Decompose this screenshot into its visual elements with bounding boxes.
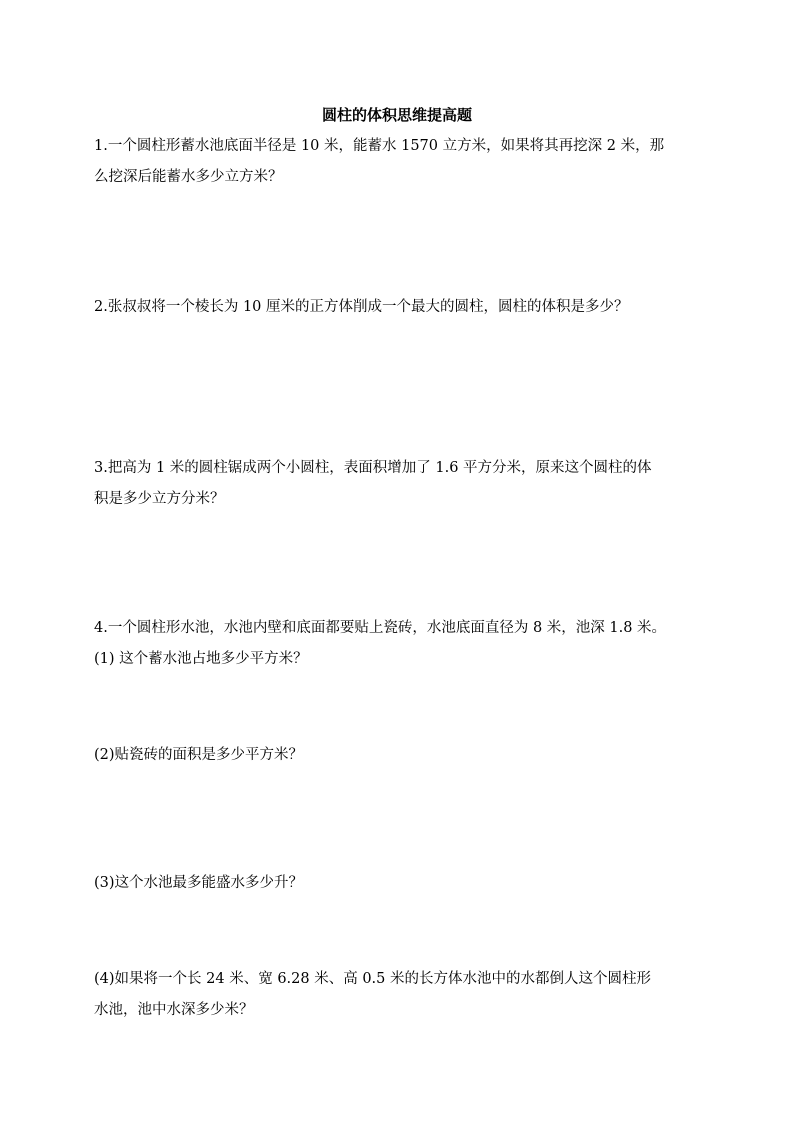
question-3-line-2: 积是多少立方分米？ [94,491,225,507]
question-4-sub-3: (3)这个水池最多能盛水多少升？ [94,875,304,891]
question-4-sub-4-line-2: 水池，池中水深多少米？ [94,1002,254,1018]
question-1-line-2: 么挖深后能蓄水多少立方米？ [94,169,283,185]
question-4-sub-4-line-1: (4)如果将一个长 24 米、宽 6.28 米、高 0.5 米的长方体水池中的水都倒人这个圆柱形 [94,971,651,987]
question-4-sub-2: (2)贴瓷砖的面积是多少平方米？ [94,747,304,763]
question-4-sub-1: (1) 这个蓄水池占地多少平方米？ [94,651,308,667]
question-3-line-1: 3.把高为 1 米的圆柱锯成两个小圆柱，表面积增加了 1.6 平方分米，原来这个圆柱的体 [94,460,652,476]
question-2-line-1: 2.张叔叔将一个棱长为 10 厘米的正方体削成一个最大的圆柱，圆柱的体积是多少？ [94,299,629,315]
page-title: 圆柱的体积思维提高题 [321,106,472,124]
question-4-line-1: 4.一个圆柱形水池，水池内壁和底面都要贴上瓷砖，水池底面直径为 8 米，池深 1.8 米。 [94,620,667,636]
question-1-line-1: 1.一个圆柱形蓄水池底面半径是 10 米，能蓄水 1570 立方米，如果将其再挖深 2 米，那 [94,138,665,154]
